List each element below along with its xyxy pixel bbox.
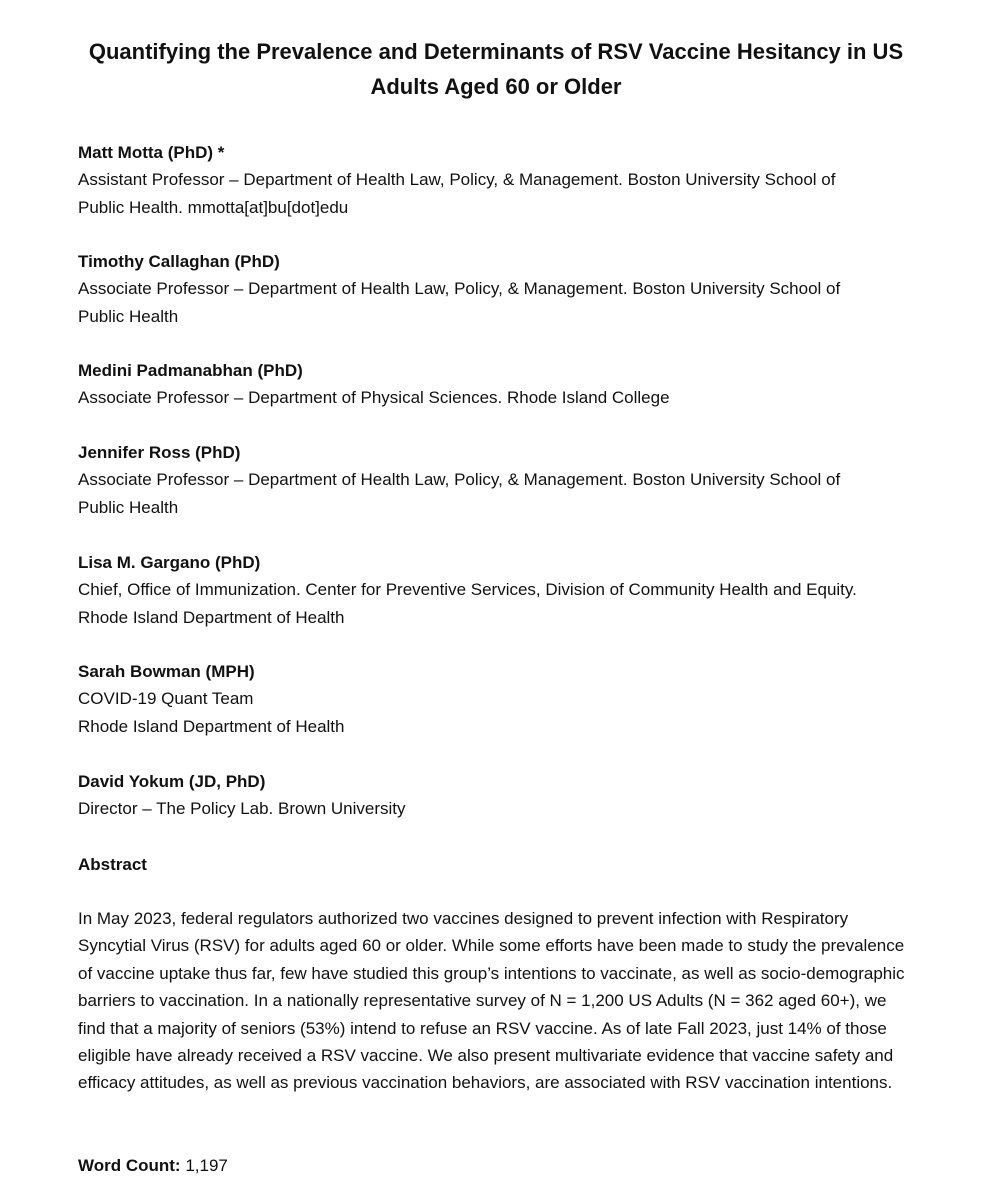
author-affiliation-line: COVID-19 Quant Team	[78, 689, 254, 709]
author-affiliation-line: Public Health	[78, 497, 179, 517]
author-affiliation-line: Chief, Office of Immunization. Center for Preventive Services, Division of Community Health and Equity.	[78, 580, 857, 600]
author-name: Jennifer Ross (PhD)	[78, 443, 241, 462]
author-affiliation-line: Rhode Island Department of Health	[78, 716, 345, 736]
author-affiliation-line: Associate Professor – Department of Physical Sciences. Rhode Island College	[78, 388, 670, 408]
author-block-4	[78, 439, 918, 521]
author-affiliation-line: Public Health. mmotta[at]bu[dot]edu	[78, 197, 349, 217]
author-affiliation-line: Director – The Policy Lab. Brown University	[78, 799, 406, 819]
word-count-value: 1,197	[185, 1156, 228, 1175]
paper-title: Quantifying the Prevalence and Determinants of RSV Vaccine Hesitancy in US Adults Aged 60 or Older	[88, 39, 904, 99]
abstract-text: In May 2023, federal regulators authorized two vaccines designed to prevent infection with Respiratory Syncytial Virus (RSV) for adults aged 60 or older. While some efforts have been made to study the prevalence of vaccine uptake thus far, few have studied this group’s intentions to vaccinate, as well as socio-demographic barriers to vaccination. In a nationally representative survey of N = 1,200 US Adults (N = 362 aged 60+), we find that a majority of seniors (53%) intend to refuse an RSV vaccine. As of late Fall 2023, just 14% of those eligible have already received a RSV vaccine. We also present multivariate evidence that vaccine safety and efficacy attitudes, as well as previous vaccination behaviors, are associated with RSV vaccination intentions.	[78, 909, 905, 1093]
word-count	[78, 1152, 228, 1179]
author-block-3	[78, 357, 918, 412]
author-name: David Yokum (JD, PhD)	[78, 772, 266, 791]
author-name: Lisa M. Gargano (PhD)	[78, 553, 261, 572]
author-name: Timothy Callaghan (PhD)	[78, 252, 280, 271]
author-name: Sarah Bowman (MPH)	[78, 662, 255, 681]
word-count-label: Word Count:	[78, 1156, 181, 1175]
author-block-2	[78, 248, 918, 330]
author-affiliation-line: Rhode Island Department of Health	[78, 607, 345, 627]
author-name: Medini Padmanabhan (PhD)	[78, 361, 303, 380]
abstract-heading: Abstract	[78, 855, 147, 874]
author-affiliation-line: Associate Professor – Department of Health Law, Policy, & Management. Boston University School of	[78, 470, 841, 490]
author-name: Matt Motta (PhD) *	[78, 143, 225, 162]
author-affiliation-line: Public Health	[78, 306, 179, 326]
author-affiliation-line: Assistant Professor – Department of Health Law, Policy, & Management. Boston University School of	[78, 170, 836, 190]
author-block-1	[78, 139, 918, 221]
author-affiliation-line: Associate Professor – Department of Health Law, Policy, & Management. Boston University School of	[78, 279, 841, 299]
author-block-6	[78, 658, 918, 740]
author-block-5	[78, 549, 918, 631]
author-block-7	[78, 768, 918, 823]
